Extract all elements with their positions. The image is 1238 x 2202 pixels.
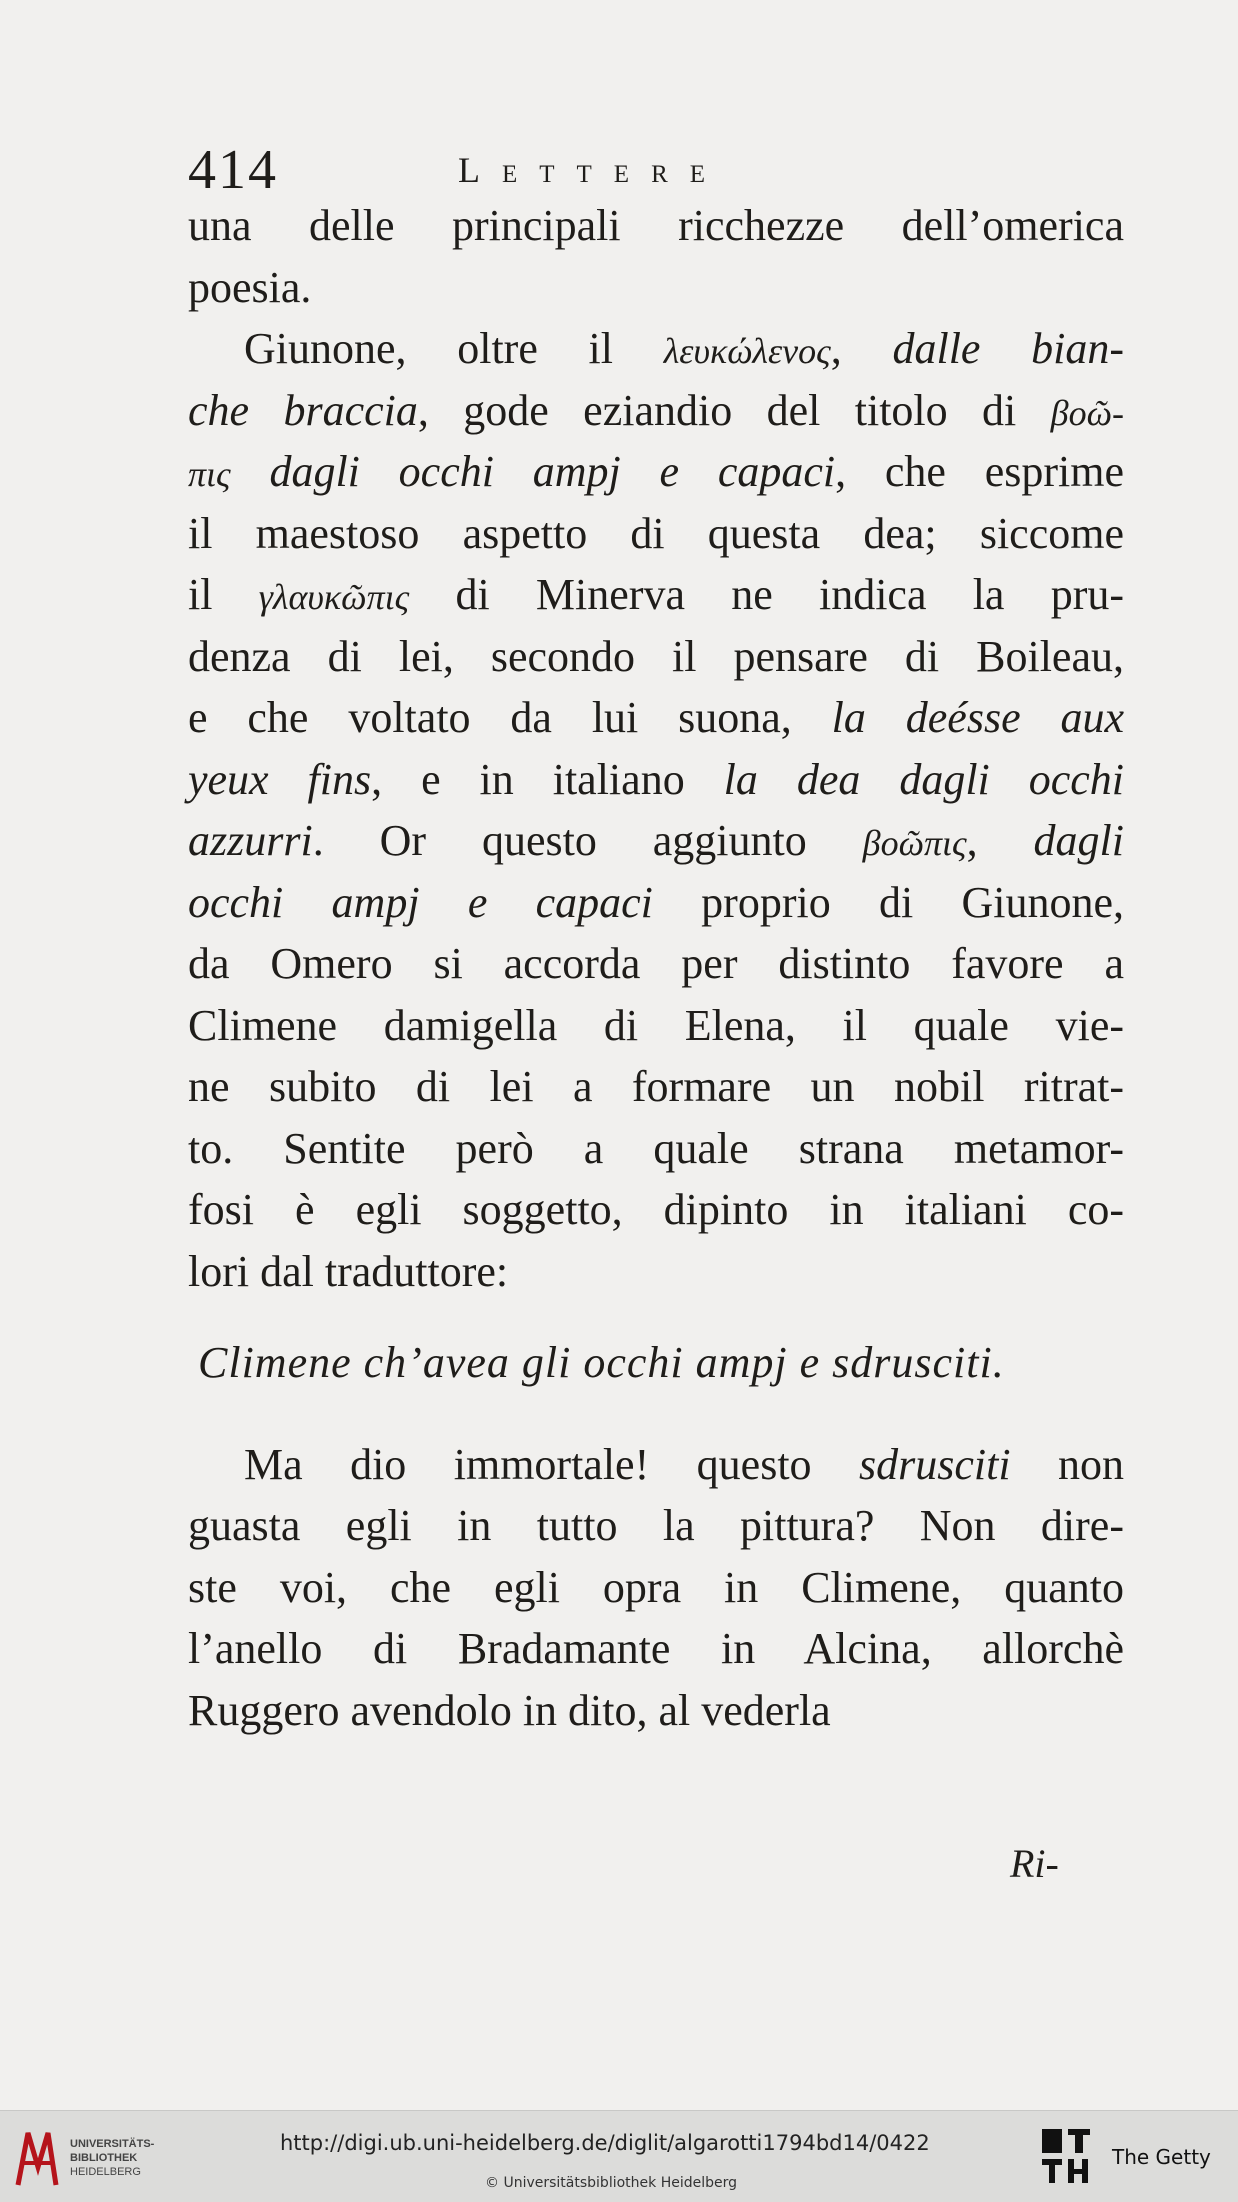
text-line bbox=[188, 318, 1124, 380]
text-line bbox=[188, 687, 1124, 749]
italic-run: la dea dagli occhi bbox=[723, 754, 1124, 804]
library-logo[interactable] bbox=[14, 2125, 164, 2191]
text-run: , bbox=[830, 324, 842, 373]
italic-run: dagli occhi ampj e capaci bbox=[269, 447, 836, 496]
getty-name[interactable]: The Getty bbox=[1112, 2145, 1211, 2169]
text-line: da Omero si accorda per distinto favore a bbox=[188, 939, 1124, 988]
text-run: il bbox=[188, 570, 213, 619]
greek-word: πις bbox=[188, 454, 231, 494]
text-run: , che esprime bbox=[835, 447, 1125, 496]
text-run: , e in italiano bbox=[371, 754, 685, 804]
text-line: denza di lei, secondo il pensare di Boileau, bbox=[188, 631, 1124, 681]
italic-run: yeux fins bbox=[188, 754, 372, 804]
greek-word: γλαυκῶπις bbox=[258, 577, 410, 617]
page-header bbox=[188, 140, 1128, 200]
text-line: ste voi, che egli opra in Climene, quanto bbox=[188, 1562, 1124, 1612]
verse-quote: Climene ch’avea gli occhi ampj e sdrusciti. bbox=[198, 1338, 1005, 1387]
greek-word: βοῶ- bbox=[1050, 392, 1124, 433]
text-line: fosi è egli soggetto, dipinto in italiani co- bbox=[188, 1185, 1124, 1234]
library-line: HEIDELBERG bbox=[70, 2166, 141, 2178]
text-line: il maestoso aspetto di questa dea; siccome bbox=[188, 508, 1124, 558]
text-run: . Or questo aggiunto bbox=[312, 816, 807, 865]
getty-logo-icon[interactable] bbox=[1040, 2127, 1092, 2185]
text-line bbox=[188, 564, 1124, 626]
text-line bbox=[188, 1434, 1124, 1496]
running-title: Lettere bbox=[458, 150, 728, 190]
italic-run: dalle bian- bbox=[892, 324, 1125, 373]
text-line: poesia. bbox=[188, 262, 312, 312]
text-line bbox=[188, 872, 1124, 934]
library-name bbox=[70, 2137, 154, 2179]
italic-run: dagli bbox=[1033, 816, 1124, 865]
library-line: BIBLIOTHEK bbox=[70, 2152, 138, 2164]
text-run: Giunone, oltre il bbox=[244, 324, 613, 373]
text-line bbox=[188, 749, 1124, 811]
text-line bbox=[188, 810, 1124, 872]
text-line: to. Sentite però a quale strana metamor- bbox=[188, 1123, 1124, 1173]
text-line: ne subito di lei a formare un nobil ritrat- bbox=[188, 1062, 1124, 1111]
permalink-url[interactable]: http://digi.ub.uni-heidelberg.de/diglit/algarotti1794bd14/0422 bbox=[280, 2131, 930, 2155]
text-run: , gode eziandio del titolo di bbox=[417, 385, 1017, 435]
text-run: Ma dio immortale! questo bbox=[244, 1439, 812, 1489]
page-body bbox=[188, 195, 1124, 1741]
library-line: UNIVERSITÄTS- bbox=[70, 2138, 155, 2150]
text-line: una delle principali ricchezze dell’omerica bbox=[188, 201, 1124, 250]
italic-run: azzurri bbox=[188, 816, 313, 865]
text-run: proprio di Giunone, bbox=[701, 877, 1124, 927]
italic-run: la deésse aux bbox=[831, 693, 1125, 742]
text-run: non bbox=[1058, 1439, 1124, 1489]
text-line: Ruggero avendolo in dito, al vederla bbox=[188, 1685, 831, 1735]
italic-run: che braccia bbox=[188, 385, 418, 435]
greek-word: λευκώλενος bbox=[663, 331, 831, 371]
text-line: lori dal traduttore: bbox=[188, 1246, 509, 1296]
text-line: guasta egli in tutto la pittura? Non dire- bbox=[188, 1501, 1124, 1550]
text-line bbox=[188, 441, 1124, 503]
footer-bar bbox=[0, 2110, 1238, 2202]
text-run: e che voltato da lui suona, bbox=[188, 693, 792, 742]
italic-run: sdrusciti bbox=[858, 1439, 1011, 1489]
spacer bbox=[188, 1394, 1124, 1434]
text-line: Climene damigella di Elena, il quale vie- bbox=[188, 1000, 1124, 1050]
text-run: di Minerva ne indica la pru- bbox=[455, 570, 1124, 619]
page-number: 414 bbox=[188, 139, 278, 201]
library-mark-icon bbox=[14, 2127, 60, 2189]
text-line: l’anello di Bradamante in Alcina, allorchè bbox=[188, 1624, 1124, 1673]
text-line bbox=[188, 380, 1124, 442]
italic-run: occhi ampj e capaci bbox=[188, 877, 653, 927]
greek-word: βοῶπις bbox=[862, 823, 967, 863]
catchword: Ri- bbox=[1010, 1841, 1059, 1886]
text-run: , bbox=[966, 816, 978, 865]
copyright-notice: © Universitätsbibliothek Heidelberg bbox=[485, 2175, 738, 2191]
